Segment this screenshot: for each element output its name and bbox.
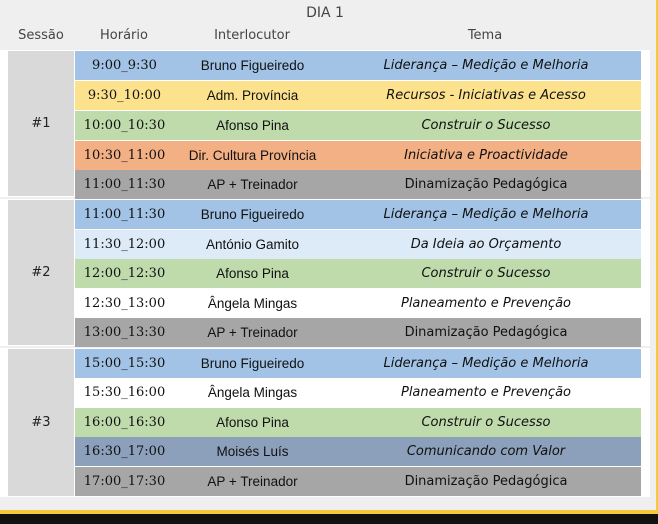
row-tema: Construir o Sucesso (421, 266, 551, 281)
row-tema: Iniciativa e Proactividade (404, 148, 568, 163)
row-speaker: AP + Treinador (207, 474, 298, 489)
row-time: 15:00_15:30 (83, 356, 166, 371)
row-tema: Construir o Sucesso (421, 415, 551, 430)
header-tema: Tema (467, 28, 503, 43)
row-time: 10:00_10:30 (83, 118, 166, 133)
row-speaker: Bruno Figueiredo (200, 58, 305, 73)
row-time: 16:30_17:00 (83, 444, 166, 459)
row-time: 13:00_13:30 (83, 325, 166, 340)
session-label: #2 (8, 200, 74, 345)
row-tema: Planeamento e Prevenção (400, 296, 571, 311)
row-tema: Dinamização Pedagógica (404, 325, 568, 340)
schedule-row (75, 170, 641, 199)
header-interlocutor: Interlocutor (214, 28, 290, 43)
row-speaker: Bruno Figueiredo (200, 356, 305, 371)
row-time: 17:00_17:30 (83, 474, 166, 489)
row-time: 11:30_12:00 (83, 237, 166, 252)
schedule-row (75, 81, 641, 110)
schedule-row (75, 437, 641, 466)
row-time: 9:00_9:30 (92, 58, 157, 73)
row-time: 16:00_16:30 (83, 415, 166, 430)
row-tema: Recursos - Iniciativas e Acesso (386, 88, 586, 103)
row-tema: Liderança – Medição e Melhoria (383, 356, 589, 371)
schedule-row (75, 259, 641, 288)
row-tema: Da Ideia ao Orçamento (410, 237, 562, 252)
row-tema: Construir o Sucesso (421, 118, 551, 133)
row-speaker: AP + Treinador (207, 325, 298, 340)
row-time: 9:30_10:00 (87, 88, 162, 103)
row-speaker: Afonso Pina (216, 415, 289, 430)
row-time: 12:30_13:00 (83, 296, 166, 311)
row-time: 10:30_11:00 (83, 148, 166, 163)
row-speaker: Afonso Pina (216, 118, 289, 133)
row-speaker: AP + Treinador (207, 177, 298, 192)
row-speaker: Adm. Província (206, 88, 299, 103)
schedule-row (75, 289, 641, 318)
row-speaker: Afonso Pina (216, 266, 289, 281)
row-speaker: Moisés Luís (216, 444, 289, 459)
schedule-row (75, 111, 641, 140)
row-tema: Dinamização Pedagógica (404, 474, 568, 489)
row-time: 15:30_16:00 (83, 385, 166, 400)
row-speaker: Bruno Figueiredo (200, 207, 305, 222)
schedule-row (75, 467, 641, 496)
schedule-row (75, 349, 641, 378)
page-title: DIA 1 (306, 5, 344, 21)
row-speaker: Ângela Mingas (207, 385, 298, 400)
header-sessao: Sessão (18, 28, 64, 43)
row-time: 11:00_11:30 (83, 207, 166, 222)
session-label: #3 (8, 349, 74, 496)
schedule-row (75, 378, 641, 407)
row-time: 12:00_12:30 (83, 266, 166, 281)
schedule-row (75, 200, 641, 229)
row-tema: Planeamento e Prevenção (400, 385, 571, 400)
row-tema: Comunicando com Valor (406, 444, 566, 459)
row-time: 11:00_11:30 (83, 177, 166, 192)
row-speaker: Dir. Cultura Província (188, 148, 317, 163)
schedule-row (75, 408, 641, 437)
header-horario: Horário (100, 28, 148, 43)
bottom-bar (0, 514, 658, 524)
schedule-row (75, 318, 641, 347)
row-tema: Dinamização Pedagógica (404, 177, 568, 192)
row-speaker: Ângela Mingas (207, 296, 298, 311)
row-tema: Liderança – Medição e Melhoria (383, 207, 589, 222)
schedule-row (75, 141, 641, 170)
row-tema: Liderança – Medição e Melhoria (383, 58, 589, 73)
row-speaker: António Gamito (205, 237, 300, 252)
schedule-row (75, 51, 641, 80)
session-label: #1 (8, 51, 74, 196)
schedule-row (75, 230, 641, 259)
